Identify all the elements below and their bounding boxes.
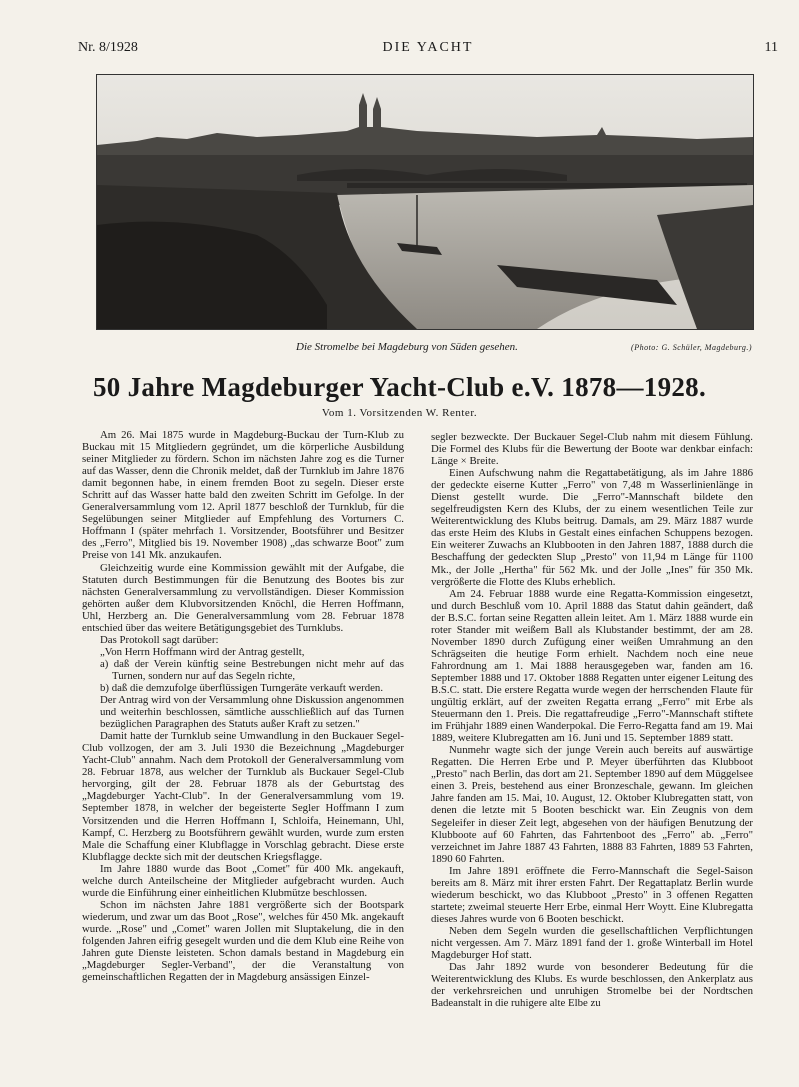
paragraph: Gleichzeitig wurde eine Kommission gewählt mit der Aufgabe, die Statuten durch Bestimmungen für die Benutzung des Bootes bis zur nächsten Generalversammlung zu vervollständigen. Dieser Kommission gehörten außer dem Klubvorsitzenden Knöchl, die Herren Hoffmann, Uhl, Herzberg an. Die Generalversammlung vom 28. Februar 1878 entschied über das weitere Betätigungsgebiet des Turnklubs. bbox=[82, 561, 404, 634]
paragraph: Schon im nächsten Jahre 1881 vergrößerte sich der Bootspark wiederum, und zwar um das Boot „Rose", welches für 450 Mk. angekauft wurde. „Rose" und „Comet" waren Jollen mit Sluptakelung, die in den folgenden Jahren eifrig gesegelt wurden und die dem Klub eine Reihe von Jahren gute Dienste leisteten. Schon damals bestand in Magdeburg ein „Magdeburger Segler-Verband", der die Veranstaltung von gemeinschaftlichen Regatten der in Magdeburg ansässigen Einzel- bbox=[82, 898, 404, 984]
article-byline: Vom 1. Vorsitzenden W. Renter. bbox=[321, 407, 478, 419]
motion-item-a: a) daß der Verein künftig seine Bestrebungen nicht mehr auf das Turnen, sondern nur auf das Segeln richte, bbox=[100, 657, 404, 682]
quoted-resolution: Der Antrag wird von der Versammlung ohne Diskussion angenommen und weiterhin beschlossen, sämtliche ausschließlich auf das Turnen bezüglichen Paragraphen des Statuts außer Kraft zu setzen." bbox=[100, 694, 404, 731]
caption-text: Die Stromelbe bei Magdeburg von Süden gesehen. bbox=[296, 341, 518, 353]
magazine-title: DIE YACHT bbox=[382, 40, 474, 55]
paragraph: Am 26. Mai 1875 wurde in Magdeburg-Buckau der Turn-Klub zu Buckau mit 15 Mitgliedern gegründet, um die körperliche Ausbildung seiner Mitglieder zu fördern. Schon im nächsten Jahre zog es die Turner auf das Wasser, denn die Chronik meldet, daß der Turnklub im Jahre 1876 damit begonnen habe, in einem fremden Boot zu segeln. Dieser erste Schritt auf das Wasser hatte bald den zweiten Schritt im Gefolge. In der Generalversammlung vom 12. April 1877 beschloß der Turnklub, für die Segelübungen seiner Mitglieder auf Empfehlung des Vorturners C. Hoffmann I (später mehrfach 1. Vorsitzender, Bootsführer und Besitzer des „Ferro", Mitglied bis 19. November 1908) „das schwarze Boot" zum Preise von 141 Mk. anzukaufen. bbox=[82, 429, 404, 562]
paragraph: Im Jahre 1891 eröffnete die Ferro-Mannschaft die Segel-Saison bereits am 8. März mit ihrer ersten Fahrt. Der Regattaplatz Berlin wurde wiederum beschickt, wo das Klubboot „Presto" in 3 offenen Regatten startete; zweimal steuerte Herr Erbe, einmal Herr Woytt. Eine Klubregatta dieses Jahres wurde von 6 Booten beschickt. bbox=[431, 864, 753, 925]
quoted-motion: „Von Herrn Hoffmann wird der Antrag gestellt, bbox=[100, 645, 305, 658]
paragraph: Neben dem Segeln wurden die gesellschaftlichen Verpflichtungen nicht vergessen. Am 7. März 1891 fand der 1. große Winterball im Hotel Magdeburger Hof statt. bbox=[431, 924, 753, 962]
elbe-photograph bbox=[96, 74, 754, 330]
page-header bbox=[78, 40, 778, 60]
paragraph: Nunmehr wagte sich der junge Verein auch bereits auf auswärtige Regatten. Die Herren Erbe und P. Meyer überführten das Klubboot „Presto" nach Berlin, das dort am 21. September 1890 auf dem Müggelsee einen 3. Preis, bestehend aus einer Bronzeschale, gewann. Im gleichen Jahre fanden am 15. Mai, 10. August, 12. Oktober Klubregatten statt, von denen die letzte mit 5 Booten beschickt war. Ein Zeugnis von dem Segeleifer in dieser Zeit legt, abgesehen von der häufigen Benutzung der Klubboote auf 60 Fahrten, das Fahrtenboot des „Ferro" ab. „Ferro" verzeichnet im Jahre 1887 43 Fahrten, 1888 83 Fahrten, 1889 53 Fahrten, 1890 60 Fahrten. bbox=[431, 744, 753, 865]
motion-item-b: b) daß die demzufolge überflüssigen Turngeräte verkauft werden. bbox=[100, 681, 384, 694]
photo-credit: (Photo: G. Schüler, Magdeburg.) bbox=[631, 343, 752, 352]
article-column-right bbox=[431, 431, 753, 1081]
paragraph: Das Protokoll sagt darüber: bbox=[100, 633, 219, 646]
article-column-left bbox=[82, 429, 404, 1079]
paragraph: Damit hatte der Turnklub seine Umwandlung in den Buckauer Segel-Club vollzogen, der am 3. Juli 1930 die Bezeichnung „Magdeburger Yacht-Club" annahm. Nach dem Protokoll der Generalversammlung vom 28. Februar 1878, aus welcher der Turnklub als Buckauer Segel-Club hervorging, gilt der 28. Februar 1878 als der Geburtstag des „Magdeburger Yacht-Club". In der Generalversammlung vom 19. September 1878, in welcher der begeisterte Segler Hoffmann I zum Vorsitzenden und die Herren Hoffmann I, Schloifa, Heinemann, Uhl, Kampf, C. Herzberg zu Bootsführern gewählt wurden, wurde zum ersten Male die Schaffung einer Klubflagge in Vorschlag gebracht. Diese erste Klubflagge deckte sich mit der deutschen Kriegsflagge. bbox=[82, 730, 404, 863]
paragraph: Einen Aufschwung nahm die Regattabetätigung, als im Jahre 1886 der gedeckte eiserne Kutter „Ferro" von 7,48 m Wasserlinienlänge in Dienst gestellt wurde. Die „Ferro"-Mannschaft bildete den segelfreudigsten Kern des Klubs, der zu einem wesentlichen Teile zur Weiterentwicklung des Klubs beitrug. Damals, am 29. März 1887 wurde das erste Heim des Klubs in Gestalt eines einfachen Schuppens bezogen. Ein weiterer Zuwachs an Klubbooten in den Jahren 1887, 1888 durch die Beschaffung der gedeckten Slup „Presto" von 11,94 m Länge für 1100 Mk., der Jolle „Hertha" für 562 Mk. und der Jolle „Ines" für 350 Mk. vergrößerte die Flotte des Klubs erheblich. bbox=[431, 467, 753, 588]
issue-number: Nr. 8/1928 bbox=[78, 40, 138, 55]
photo-caption bbox=[100, 341, 760, 357]
page-number: 11 bbox=[764, 40, 778, 55]
paragraph: Das Jahr 1892 wurde von besonderer Bedeutung für die Weiterentwicklung des Klubs. Es wurde beschlossen, den Ankerplatz aus der verkehrsreichen und unruhigen Stromelbe bei der Nordtschen Badeanstalt in die ruhigere alte Elbe zu bbox=[431, 961, 753, 1010]
paragraph: segler bezweckte. Der Buckauer Segel-Club nahm mit diesem Fühlung. Die Formel des Klubs für die Bewertung der Boote war denkbar einfach: Länge × Breite. bbox=[431, 431, 753, 468]
paragraph: Im Jahre 1880 wurde das Boot „Comet" für 400 Mk. angekauft, welche durch Anteilscheine der Mitglieder aufgebracht wurden. Auch wurde die Einführung einer einheitlichen Klubmütze beschlossen. bbox=[82, 862, 404, 899]
paragraph: Am 24. Februar 1888 wurde eine Regatta-Kommission eingesetzt, und durch Beschluß vom 10. April 1888 das Statut dahin geändert, daß der B.S.C. fortan seine Regatten allein leitet. Am 1. März 1888 wurde ein roter Stander mit weißem Ball als Klubstander bestimmt, der am 28. November 1890 durch Zufügung einer weißen Umrahmung an den Schrägseiten die heutige Form erhielt. Nachdem noch eine neue Fahrordnung am 1. Mai 1888 herausgegeben war, fanden am 16. September 1888 und 17. Oktober 1888 Regatten unter eigener Leitung des B.S.C. statt. Die erstere Regatta wurde wegen der herrschenden Flaute für ungültig erklärt, auf der zweiten Regatta errang „Ferro" mit Erbe als Steuermann den 1. Preis. Die regattafreudige „Ferro"-Mannschaft stiftete im Frühjahr 1889 einen Wanderpokal. Die Ferro-Regatta fand am 19. Mai 1889, weitere Klubregatten am 16. Juni und 15. September 1889 statt. bbox=[431, 587, 753, 745]
article-title: 50 Jahre Magdeburger Yacht-Club e.V. 1878—1928. bbox=[92, 372, 707, 402]
